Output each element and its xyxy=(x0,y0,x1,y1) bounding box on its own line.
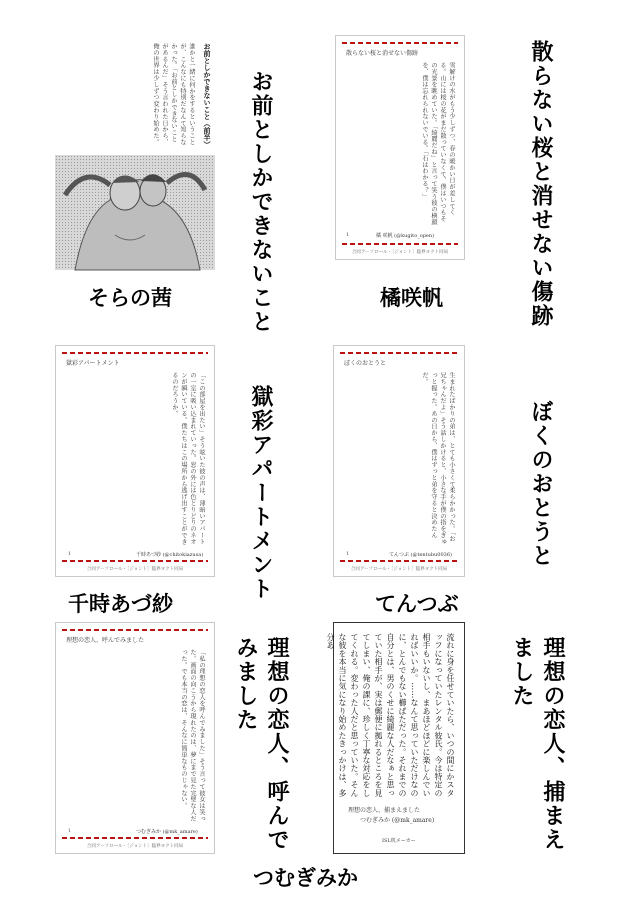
page-rule-top xyxy=(340,352,458,354)
page-rule-bottom xyxy=(62,560,208,562)
page-gokusai xyxy=(55,345,215,577)
byline: てんつぶ (@tentubu0036) xyxy=(389,552,452,558)
page-number: 1 xyxy=(68,551,72,557)
page-rule-top xyxy=(62,352,208,354)
title-gokusai: 獄彩アパートメント xyxy=(248,385,273,601)
page-footer: 合同アーソロ―ル・〔ジョント〕臨界ヨクト同局 xyxy=(350,567,448,572)
page-body: 「この部屋を出たい」そう呟いた彼の声は、薄暗いアパートの一室に吸い込まれていった。窓の外には色とりどりのネオンが瞬いている。僕たちはこの場所から逃げ出すことができるのだろうか。 xyxy=(171,372,205,545)
author-chitoki: 千時あづ紗 xyxy=(68,592,173,616)
page-body: 雪解けの水がもう少しずつ、春の暖かい日が差してくる。山には桜の花がまだ散っていなくて、僕はいつもその光景を眺めていた。「綺麗だね」と言って笑う彼の横顔を、僕は忘れられないでいる。「石はわかる？」 xyxy=(421,62,455,226)
title-yonde: 理想の恋人、呼んでみました xyxy=(233,636,289,852)
author-tentsubu: てんつぶ xyxy=(375,592,459,616)
page-yonde xyxy=(55,622,215,854)
credit-author: つむぎみか (@mk_amare) xyxy=(360,817,435,824)
page-rule-top xyxy=(62,629,208,631)
page-rule-top xyxy=(342,42,458,44)
page-otouto xyxy=(333,345,465,577)
title-tsukamaemashita: 理想の恋人、捕まえました xyxy=(509,636,565,852)
byline: 橘 咲帆 (@kugito_open) xyxy=(376,233,435,239)
page-body: 「私の理想の恋人を呼んでみました」そう言って彼女は笑った。画面の向こうから現れたのは、夢にまで見た完璧な人だった。でも本当の恋は、そんなに簡単なものじゃない。 xyxy=(180,649,205,822)
title-omae: お前としかできないこと xyxy=(248,70,273,334)
byline: 千時あづ紗 (@chitokiazusa) xyxy=(136,552,204,558)
page-footer: 合同アーソロ―ル・〔ジョント〕臨界ヨクト同局 xyxy=(86,844,184,849)
page-sakura xyxy=(335,35,465,260)
page-rule-bottom xyxy=(62,837,208,839)
author-sorano: そらの茜 xyxy=(88,286,172,310)
illustration xyxy=(55,155,215,270)
page-rule-bottom xyxy=(340,560,458,562)
illustration-figure xyxy=(55,155,215,270)
page-tsukamaemashita xyxy=(326,622,465,854)
title-sakura: 散らない桜と消せない傷跡 xyxy=(528,40,553,328)
page-number: 1 xyxy=(68,828,72,834)
page-number: 1 xyxy=(346,232,350,238)
byline: つむぎみか (@mk_amare) xyxy=(136,829,198,835)
title-otouto: ぼくのおとうと xyxy=(528,400,553,568)
author-tsumugi: つむぎみか xyxy=(253,866,358,890)
page-footer: 合同アーソロ―ル・〔ジョント〕臨界ヨクト同局 xyxy=(86,567,184,572)
author-tachibana: 橘咲帆 xyxy=(380,286,443,310)
credit-title: 理想の恋人、捕まえました xyxy=(348,807,421,814)
page-body: 生まれたばかりの弟は、とても小さくて柔らかかった。「お兄ちゃんだよ」そう話しかけると、小さな手が僕の指をぎゅっと握った。あの日から、僕はずっと弟を守ると決めたんだ。 xyxy=(421,372,455,545)
page-title: お前としかできないこと（前半） xyxy=(203,43,211,148)
page-title: ぼくのおとうと xyxy=(344,360,387,367)
page-rule-bottom xyxy=(342,243,458,245)
page-body: 誰かと一緒に何かをするということが、こんなにも特別だなんて知らなかった。「お前としかできないことがあるんだ」そう言われた日から、俺の世界は少しずつ変わり始めた。 xyxy=(152,43,195,146)
page-title: 散らない桜と消せない傷跡 xyxy=(346,50,419,57)
credit-label: ISL机メーカー xyxy=(382,838,416,844)
page-title: 獄彩アパートメント xyxy=(66,360,120,367)
page-number: 1 xyxy=(346,551,350,557)
page-footer: 合同アーソロ―ル・〔ジョント〕臨界ヨクト同局 xyxy=(351,250,449,255)
page-body: 流れに身を任せていたら、いつの間にかスタッフになっていたレンタル彼氏。今は特定の相手もいないし、まあほどほどに楽しんでいればいいか。……なんて思っていただけなのに、とんでもない櫛ぱただった。それまでの自分とは、男のくせに綺麗な人だなぁと思っていた相手が、実は郵便に拠れるところを見てしまい、俺の課に、珍しく丁寧な対応をしてくれる。変わった人だと思っていた。そんな彼を本当に気になり始めたきっかけは、多分あ xyxy=(326,633,455,797)
page-title: 理想の恋人、呼んでみました xyxy=(66,637,145,644)
